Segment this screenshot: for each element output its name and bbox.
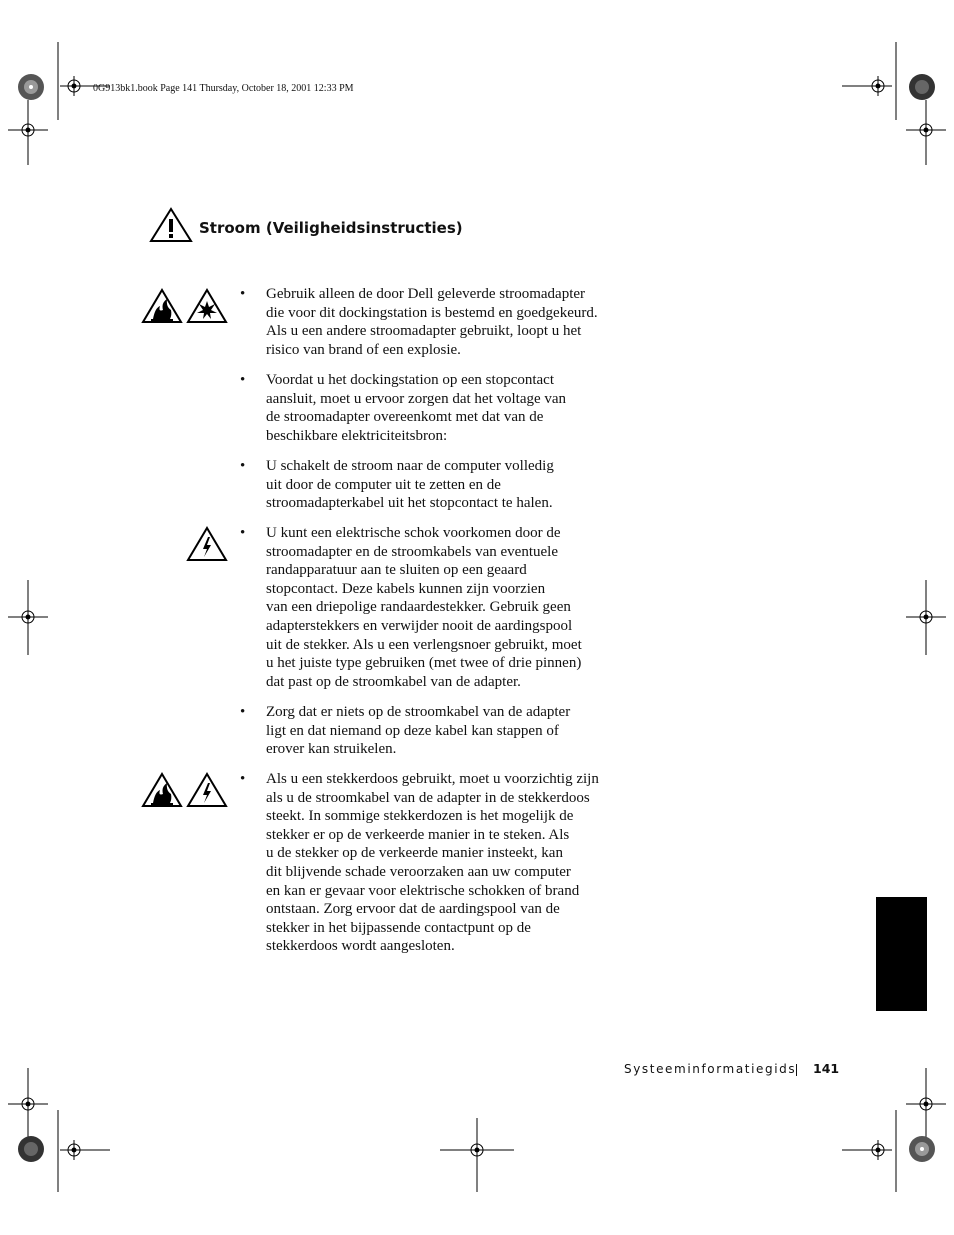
- list-item-line: uit de stekker. Als u een verlengsnoer gebruikt, moet: [266, 636, 582, 653]
- page-number: 141: [813, 1061, 840, 1076]
- bullet-marker: •: [240, 458, 246, 474]
- bullet-marker: •: [240, 372, 246, 388]
- list-item-line: U schakelt de stroom naar de computer volledig: [266, 458, 554, 474]
- list-item: [240, 285, 640, 359]
- print-header: 0G913bk1.book Page 141 Thursday, October 18, 2001 12:33 PM: [93, 83, 354, 94]
- list-item-line: dit blijvende schade veroorzaken aan uw computer: [266, 863, 571, 880]
- list-item-line: erover kan struikelen.: [266, 741, 397, 758]
- list-item: [240, 770, 640, 956]
- list-item-line: stopcontact. Deze kabels kunnen zijn voorzien: [266, 580, 546, 597]
- electric-shock-icon: [186, 526, 228, 562]
- list-item: [240, 457, 640, 513]
- list-item-line: adapterstekkers en verwijder nooit de aardingspool: [266, 617, 573, 634]
- list-item-line: Als u een stekkerdoos gebruikt, moet u voorzichtig zijn: [266, 771, 599, 787]
- bullet-marker: •: [240, 286, 246, 302]
- electric-shock-icon: [186, 772, 228, 808]
- footer-label: Systeeminformatiegids: [624, 1062, 797, 1076]
- footer-separator: [796, 1064, 797, 1076]
- list-item-line: aansluit, moet u ervoor zorgen dat het voltage van: [266, 390, 567, 407]
- list-item-line: risico van brand of een explosie.: [266, 341, 461, 358]
- list-item-line: stekker er op de verkeerde manier in te steken. Als: [266, 826, 570, 843]
- list-item-line: ontstaan. Zorg ervoor dat de aardingspool van de: [266, 901, 560, 918]
- caution-triangle-icon: [149, 207, 193, 243]
- chapter-thumb-tab: [876, 897, 927, 1011]
- list-item-line: stroomadapter en de stroomkabels van eventuele: [266, 543, 558, 560]
- list-item-line: de stroomadapter overeenkomt met dat van de: [266, 409, 544, 426]
- list-item: [240, 371, 640, 445]
- bullet-marker: •: [240, 704, 246, 720]
- list-item-line: stroomadapterkabel uit het stopcontact te halen.: [266, 495, 553, 512]
- explosion-hazard-icon: [186, 288, 228, 324]
- list-item: [240, 524, 640, 691]
- list-item-line: die voor dit dockingstation is bestemd en goedgekeurd.: [266, 304, 598, 321]
- list-item-line: als u de stroomkabel van de adapter in de stekkerdoos: [266, 789, 590, 806]
- list-item-line: U kunt een elektrische schok voorkomen door de: [266, 525, 561, 541]
- list-item-line: en kan er gevaar voor elektrische schokken of brand: [266, 882, 580, 899]
- list-item-line: van een driepolige randaardestekker. Gebruik geen: [266, 599, 571, 616]
- list-item-line: steekt. In sommige stekkerdozen is het mogelijk de: [266, 808, 574, 825]
- list-item-line: ligt en dat niemand op deze kabel kan stappen of: [266, 722, 559, 739]
- list-item-line: Zorg dat er niets op de stroomkabel van de adapter: [266, 704, 571, 720]
- bullet-marker: •: [240, 771, 246, 787]
- list-item-line: beschikbare elektriciteitsbron:: [266, 427, 448, 444]
- list-item-line: u het juiste type gebruiken (met twee of drie pinnen): [266, 655, 582, 672]
- list-item-line: Voordat u het dockingstation op een stopcontact: [266, 372, 554, 388]
- list-item: [240, 703, 640, 759]
- list-item-line: u de stekker op de verkeerde manier insteekt, kan: [266, 845, 563, 862]
- section-title: Stroom (Veiligheidsinstructies): [199, 219, 463, 237]
- list-item-line: stekkerdoos wordt aangesloten.: [266, 938, 455, 955]
- fire-hazard-icon: [141, 288, 183, 324]
- fire-hazard-icon: [141, 772, 183, 808]
- list-item-line: randapparatuur aan te sluiten op een geaard: [266, 562, 527, 579]
- list-item-line: Als u een andere stroomadapter gebruikt, loopt u het: [266, 323, 582, 340]
- list-item-line: stekker in het bijpassende contactpunt op de: [266, 919, 531, 936]
- bullet-marker: •: [240, 525, 246, 541]
- list-item-line: dat past op de stroomkabel van de adapter.: [266, 673, 521, 690]
- list-item-line: uit door de computer uit te zetten en de: [266, 476, 501, 493]
- list-item-line: Gebruik alleen de door Dell geleverde stroomadapter: [266, 286, 586, 302]
